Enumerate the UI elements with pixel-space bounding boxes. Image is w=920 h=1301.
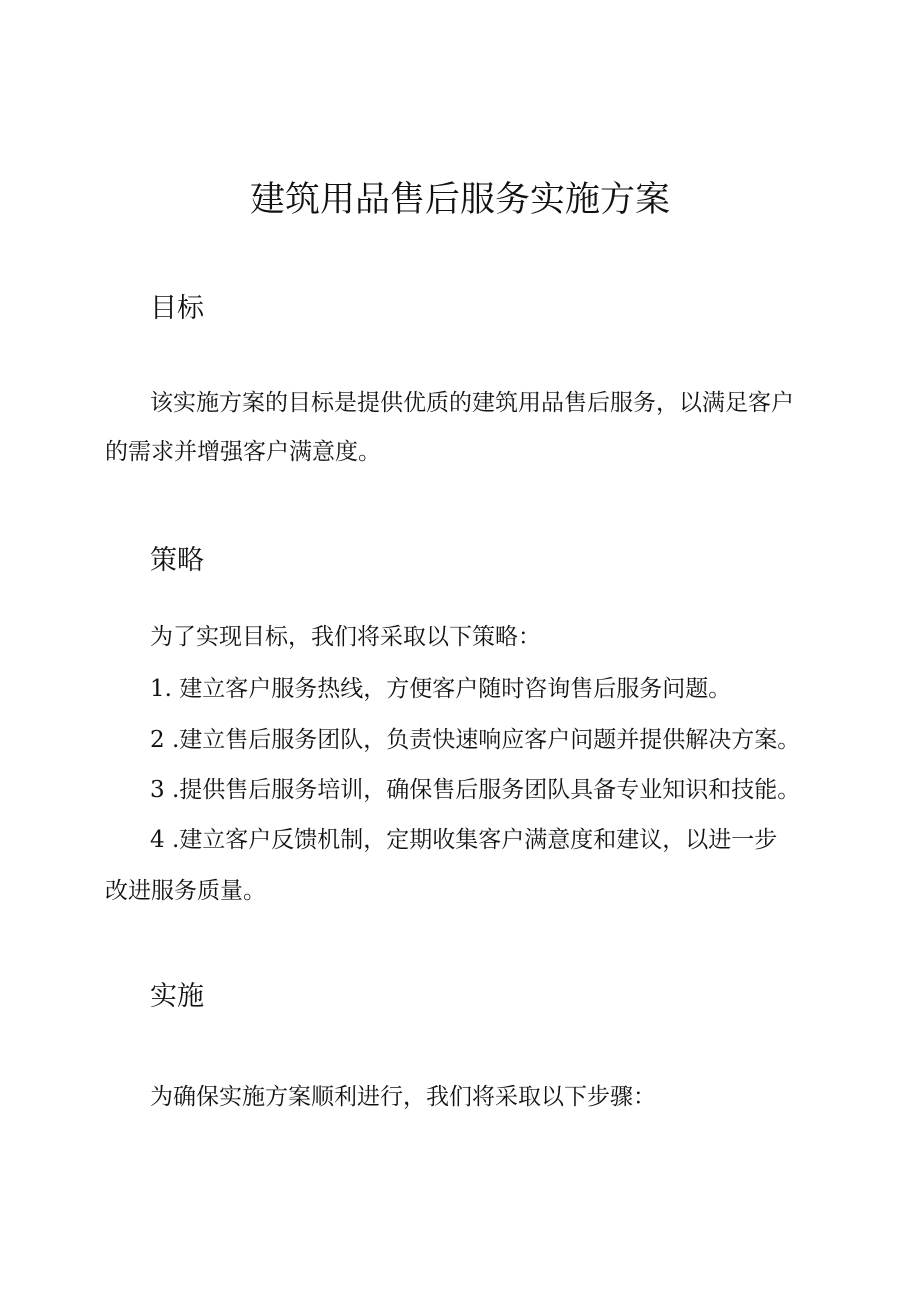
- goal-paragraph-line-2: 的需求并增强客户满意度。: [105, 439, 381, 465]
- strategy-item-4: 4 .建立客户反馈机制，定期收集客户满意度和建议，以进一步: [150, 827, 778, 853]
- strategy-item-3: 3 .提供售后服务培训，确保售后服务团队具备专业知识和技能。: [150, 777, 801, 803]
- section-heading-strategy: 策略: [150, 545, 204, 576]
- document-title: 建筑用品售后服务实施方案: [249, 180, 670, 220]
- section-heading-implementation: 实施: [150, 981, 204, 1012]
- strategy-intro: 为了实现目标，我们将采取以下策略：: [150, 624, 541, 650]
- strategy-item-4-continuation: 改进服务质量。: [105, 878, 266, 904]
- implementation-intro: 为确保实施方案顺利进行，我们将采取以下步骤：: [150, 1084, 656, 1110]
- strategy-item-1: 1. 建立客户服务热线，方便客户随时咨询售后服务问题。: [150, 676, 732, 702]
- strategy-item-2: 2 .建立售后服务团队，负责快速响应客户问题并提供解决方案。: [150, 727, 801, 753]
- goal-paragraph-line-1: 该实施方案的目标是提供优质的建筑用品售后服务，以满足客户: [150, 390, 794, 416]
- section-heading-goal: 目标: [150, 293, 204, 324]
